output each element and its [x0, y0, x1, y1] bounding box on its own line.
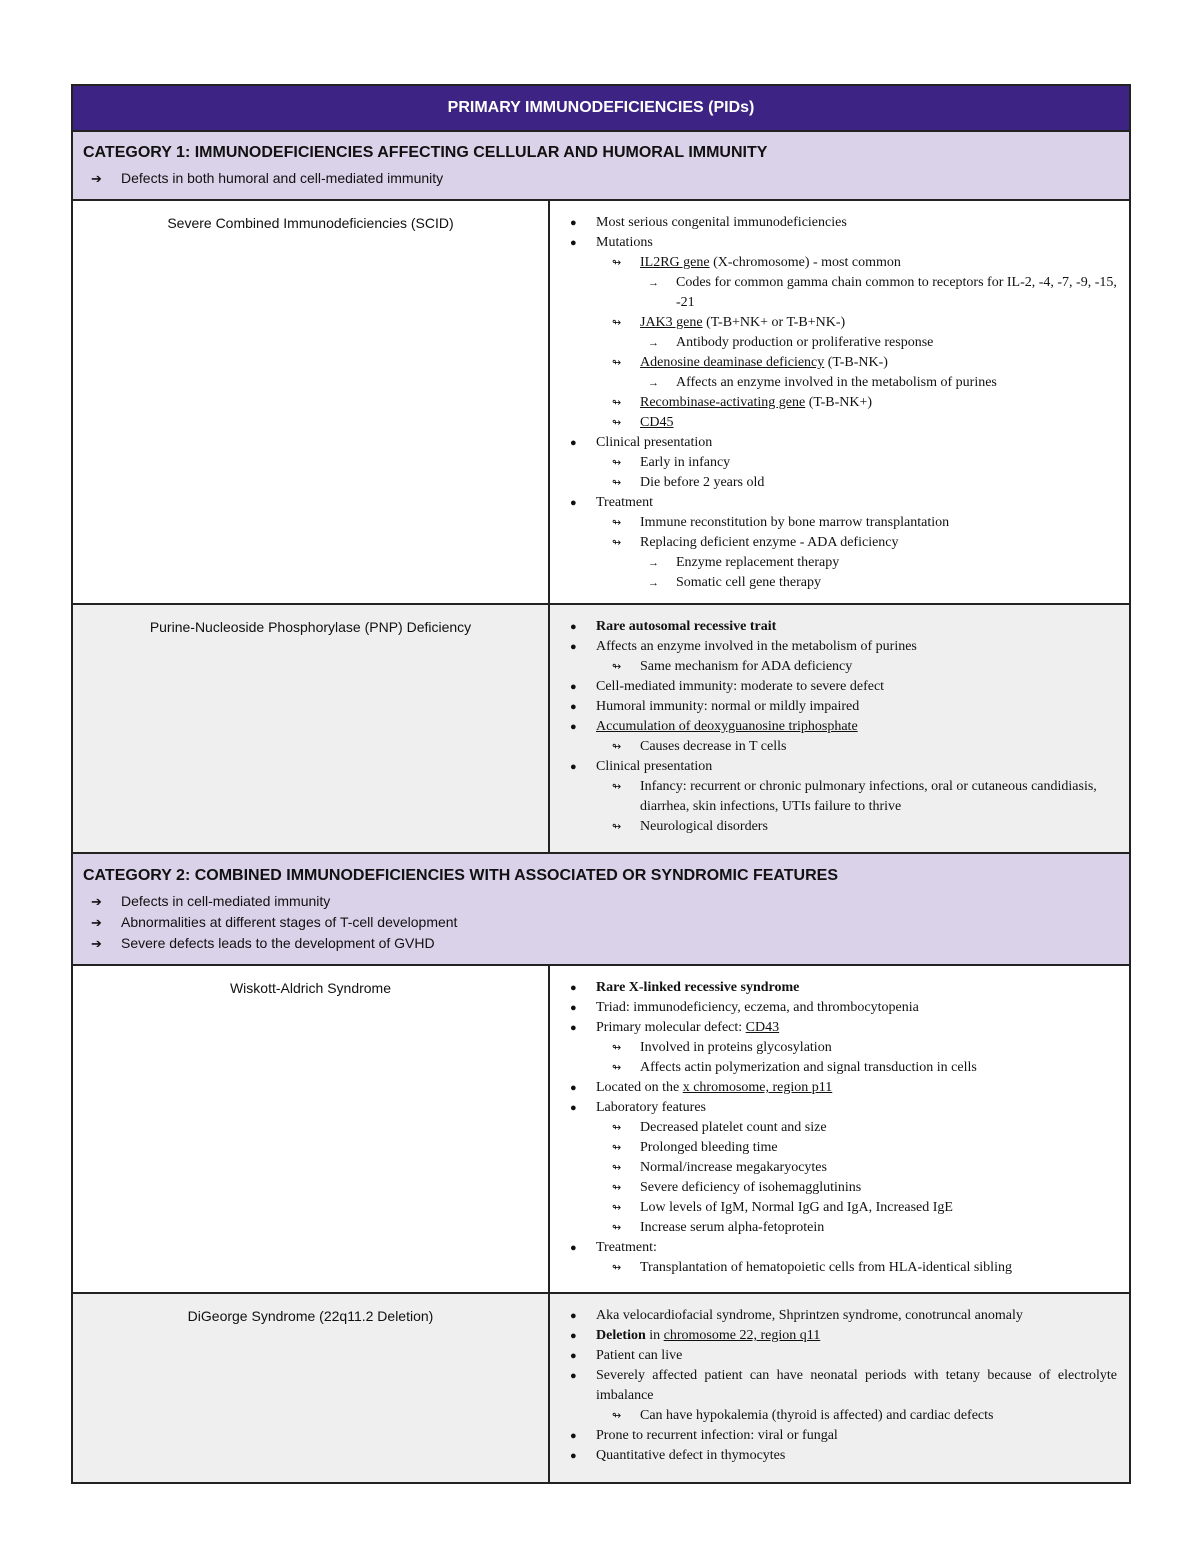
list-item: ● Accumulation of deoxyguanosine triphosphate	[568, 717, 1119, 737]
list-item: ● Triad: immunodeficiency, eczema, and thrombocytopenia	[568, 998, 1119, 1018]
list-item: ↬ Transplantation of hematopoietic cells from HLA-identical sibling	[568, 1258, 1119, 1278]
list-item: ↬ Low levels of IgM, Normal IgG and IgA, Increased IgE	[568, 1198, 1119, 1218]
condition-details	[550, 1294, 1129, 1482]
list-item: ● Humoral immunity: normal or mildly impaired	[568, 697, 1119, 717]
condition-details	[550, 201, 1129, 603]
arrow-icon: ➔	[91, 894, 102, 909]
list-item: ● Clinical presentation	[568, 757, 1119, 777]
category-title: CATEGORY 2: COMBINED IMMUNODEFICIENCIES WITH ASSOCIATED OR SYNDROMIC FEATURES	[83, 867, 838, 884]
list-item: ↬ CD45	[568, 413, 1119, 433]
condition-name: Severe Combined Immunodeficiencies (SCID)	[73, 201, 550, 603]
list-item: → Enzyme replacement therapy	[568, 553, 1119, 573]
list-item: ● Treatment:	[568, 1238, 1119, 1258]
list-item: ● Treatment	[568, 493, 1119, 513]
list-item: ↬ Early in infancy	[568, 453, 1119, 473]
condition-name: Purine-Nucleoside Phosphorylase (PNP) Deficiency	[73, 605, 550, 852]
list-item: ↬ Can have hypokalemia (thyroid is affected) and cardiac defects	[568, 1406, 1119, 1426]
condition-details	[550, 966, 1129, 1292]
list-item: ↬ Normal/increase megakaryocytes	[568, 1158, 1119, 1178]
list-item: ● Most serious congenital immunodeficiencies	[568, 213, 1119, 233]
category-note: ➔ Abnormalities at different stages of T-cell development	[83, 912, 1119, 933]
list-item: ↬ JAK3 gene (T-B+NK+ or T-B+NK-)	[568, 313, 1119, 333]
list-item: ↬ Neurological disorders	[568, 817, 1119, 837]
category-note: ➔ Defects in cell-mediated immunity	[83, 891, 1119, 912]
category-2-header	[73, 854, 1129, 966]
list-item: ● Patient can live	[568, 1346, 1119, 1366]
list-item: ↬ Increase serum alpha-fetoprotein	[568, 1218, 1119, 1238]
list-item: ● Laboratory features	[568, 1098, 1119, 1118]
condition-name: Wiskott-Aldrich Syndrome	[73, 966, 550, 1292]
list-item: → Affects an enzyme involved in the metabolism of purines	[568, 373, 1119, 393]
table-row-wiskott-aldrich	[73, 966, 1129, 1294]
list-item: ● Affects an enzyme involved in the metabolism of purines	[568, 637, 1119, 657]
list-item: ↬ Infancy: recurrent or chronic pulmonary infections, oral or cutaneous candidiasis, diarrhea, skin infections, UTIs failure to thrive	[568, 777, 1119, 817]
table-row-scid	[73, 201, 1129, 605]
list-item: → Codes for common gamma chain common to receptors for IL-2, -4, -7, -9, -15, -21	[568, 273, 1119, 313]
list-item: ↬ Replacing deficient enzyme - ADA deficiency	[568, 533, 1119, 553]
arrow-icon: ➔	[91, 171, 102, 186]
table-row-pnp	[73, 605, 1129, 854]
list-item: ↬ Causes decrease in T cells	[568, 737, 1119, 757]
category-title: CATEGORY 1: IMMUNODEFICIENCIES AFFECTING CELLULAR AND HUMORAL IMMUNITY	[83, 144, 768, 161]
table-title: PRIMARY IMMUNODEFICIENCIES (PIDs)	[73, 86, 1129, 132]
list-item: ↬ Involved in proteins glycosylation	[568, 1038, 1119, 1058]
list-item: ↬ Decreased platelet count and size	[568, 1118, 1119, 1138]
list-item: ↬ Adenosine deaminase deficiency (T-B-NK-)	[568, 353, 1119, 373]
list-item: ● Clinical presentation	[568, 433, 1119, 453]
list-item: ● Rare X-linked recessive syndrome	[568, 978, 1119, 998]
arrow-icon: ➔	[91, 915, 102, 930]
list-item: ↬ Recombinase-activating gene (T-B-NK+)	[568, 393, 1119, 413]
list-item: ● Aka velocardiofacial syndrome, Shprintzen syndrome, conotruncal anomaly	[568, 1306, 1119, 1326]
list-item: ● Deletion in chromosome 22, region q11	[568, 1326, 1119, 1346]
list-item: ● Cell-mediated immunity: moderate to severe defect	[568, 677, 1119, 697]
list-item: ● Severely affected patient can have neonatal periods with tetany because of electrolyte imbalance	[568, 1366, 1119, 1406]
list-item: ↬ IL2RG gene (X-chromosome) - most common	[568, 253, 1119, 273]
list-item: ↬ Die before 2 years old	[568, 473, 1119, 493]
list-item: ● Prone to recurrent infection: viral or fungal	[568, 1426, 1119, 1446]
condition-name: DiGeorge Syndrome (22q11.2 Deletion)	[73, 1294, 550, 1482]
list-item: ↬ Prolonged bleeding time	[568, 1138, 1119, 1158]
list-item: → Antibody production or proliferative response	[568, 333, 1119, 353]
list-item: ● Rare autosomal recessive trait	[568, 617, 1119, 637]
list-item: ● Quantitative defect in thymocytes	[568, 1446, 1119, 1466]
condition-details	[550, 605, 1129, 852]
list-item: → Somatic cell gene therapy	[568, 573, 1119, 593]
category-1-header	[73, 132, 1129, 201]
category-note: ➔ Severe defects leads to the development of GVHD	[83, 933, 1119, 954]
pid-table	[71, 84, 1131, 1484]
list-item: ↬ Immune reconstitution by bone marrow transplantation	[568, 513, 1119, 533]
table-row-digeorge	[73, 1294, 1129, 1482]
list-item: ↬ Same mechanism for ADA deficiency	[568, 657, 1119, 677]
list-item: ● Located on the x chromosome, region p11	[568, 1078, 1119, 1098]
list-item: ● Mutations	[568, 233, 1119, 253]
list-item: ● Primary molecular defect: CD43	[568, 1018, 1119, 1038]
list-item: ↬ Severe deficiency of isohemagglutinins	[568, 1178, 1119, 1198]
list-item: ↬ Affects actin polymerization and signal transduction in cells	[568, 1058, 1119, 1078]
category-note: ➔ Defects in both humoral and cell-mediated immunity	[83, 168, 1119, 189]
arrow-icon: ➔	[91, 936, 102, 951]
